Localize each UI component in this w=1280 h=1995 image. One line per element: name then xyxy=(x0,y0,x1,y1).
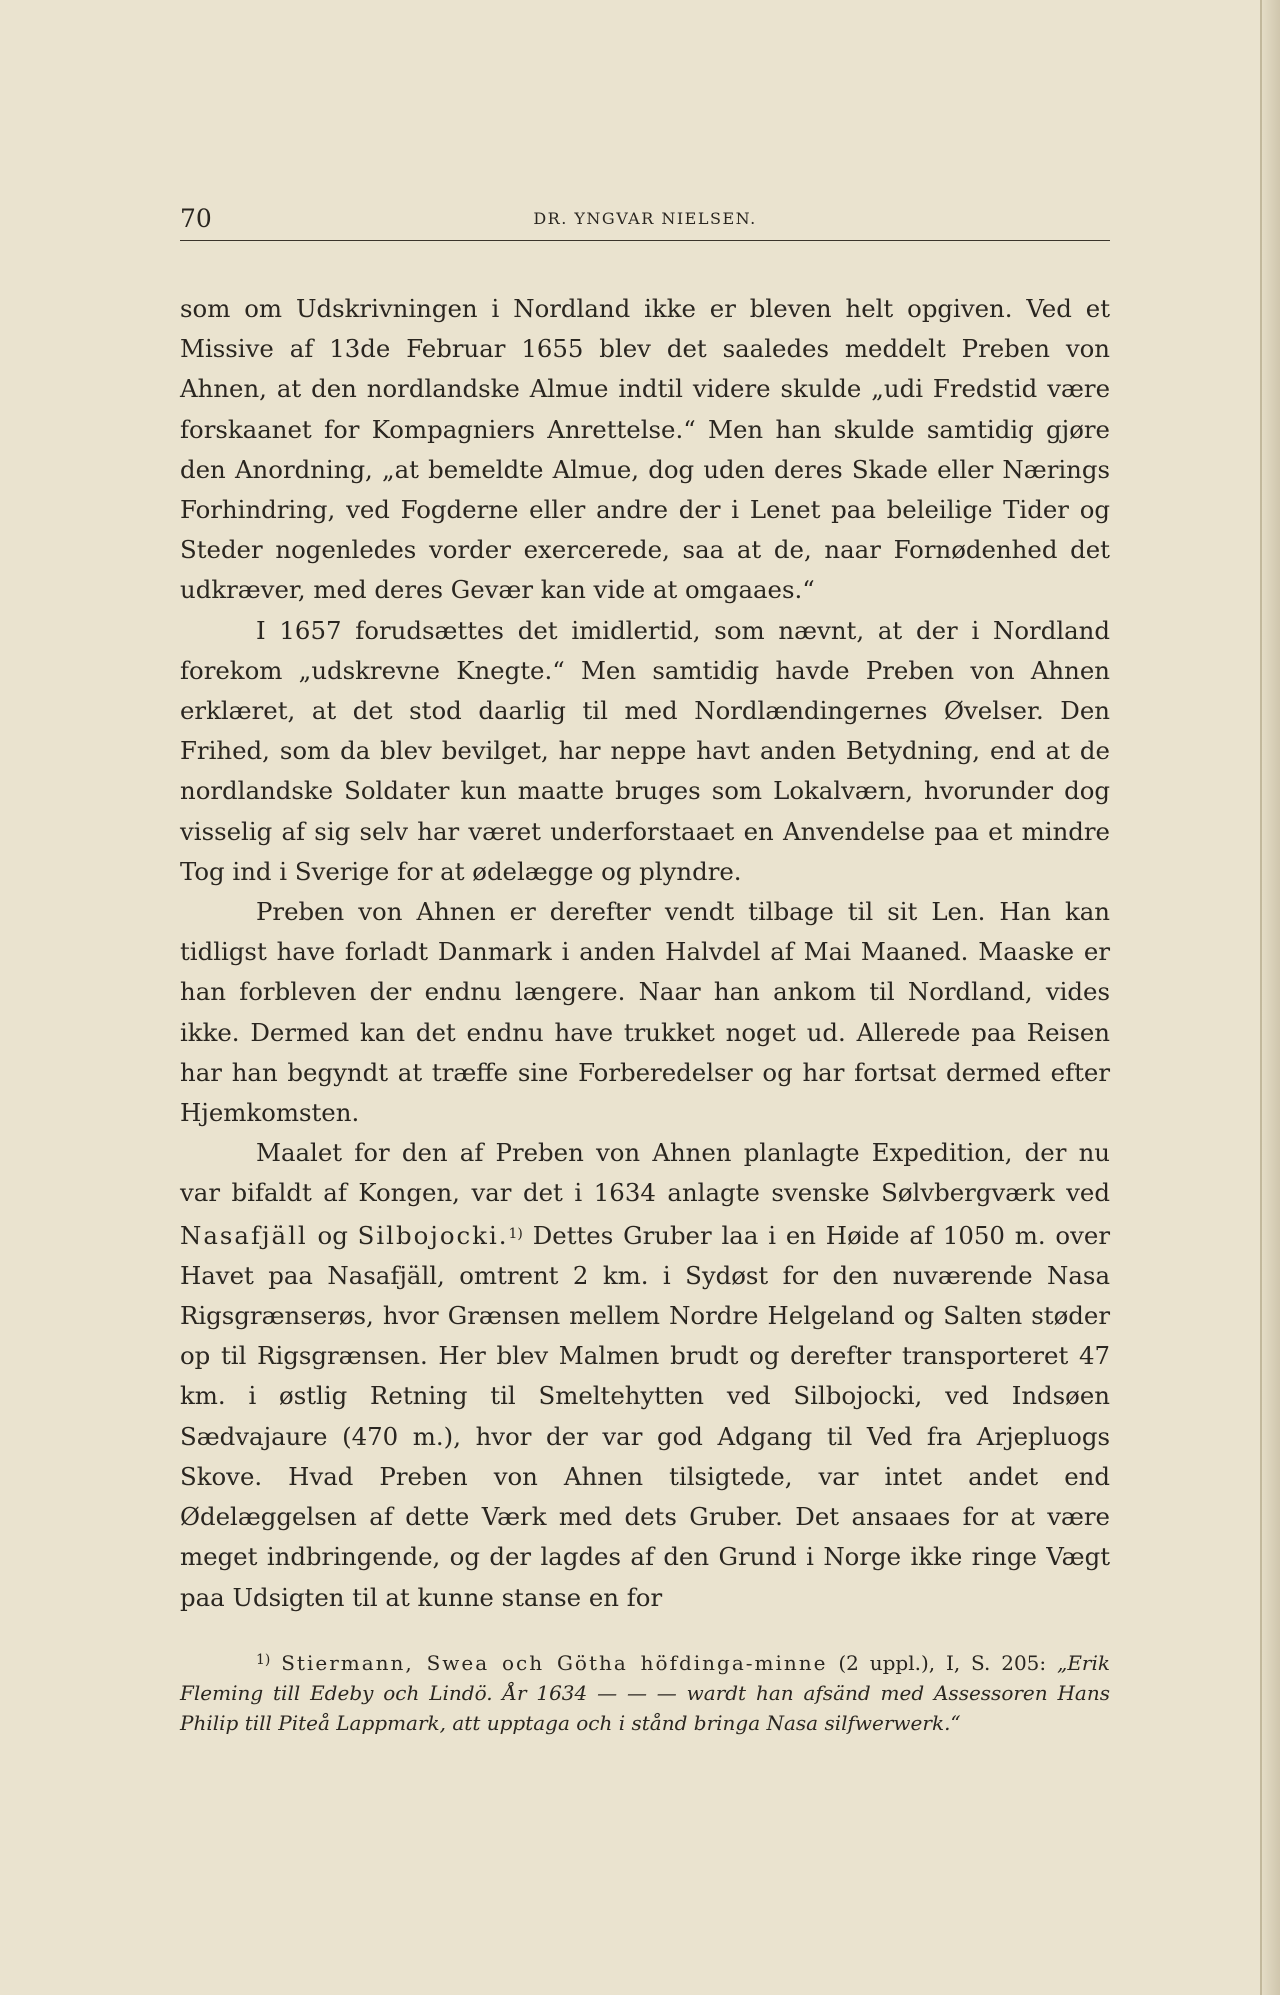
page-number: 70 xyxy=(180,204,212,233)
page-header xyxy=(180,200,1110,241)
body-text xyxy=(180,289,1110,1618)
paragraph-4-rest: Dettes Gruber laa i en Høide af 1050 m. over Havet paa Nasafjäll, omtrent 2 km. i Sydøst for den nuværende Nasa Rigsgrænserøs, hvor Grænsen mellem Nordre Helgeland og Salten støder op til Rigsgrænsen. Her blev Malmen brudt og derefter transporteret 47 km. i østlig Retning til Smeltehytten ved Silbojocki, ved Indsøen Sædvajaure (470 m.), hvor der var god Adgang til Ved fra Arjepluogs Skove. Hvad Preben von Ahnen tilsigtede, var intet andet end Ødelæggelsen af dette Værk med dets Gruber. Det ansaaes for at være meget indbringende, og der lagdes af den Grund i Norge ikke ringe Vægt paa Udsigten til at kunne stanse en for xyxy=(180,1220,1110,1612)
footnote-author: Stiermann, Swea och Götha höfdinga-minne xyxy=(281,1651,828,1675)
footnote-quote: „Erik Fleming till Edeby och Lindö. År 1634 — — — wardt han afsänd med Assessoren Hans Philip till Piteå Lappmark, att upptaga och i stånd bringa Nasa silfwerwerk.“ xyxy=(180,1651,1111,1735)
place-name-silbojocki: Silbojocki. xyxy=(357,1220,509,1250)
paragraph-1: som om Udskrivningen i Nordland ikke er bleven helt opgiven. Ved et Missive af 13de Februar 1655 blev det saaledes meddelt Preben von Ahnen, at den nordlandske Almue indtil videre skulde „udi Fredstid være forskaanet for Kompagniers Anrettelse.“ Men han skulde samtidig gjøre den Anordning, „at bemeldte Almue, dog uden deres Skade eller Nærings Forhindring, ved Fogderne eller andre der i Lenet paa beleilige Tider og Steder nogenledes vorder exercerede, saa at de, naar Fornødenhed det udkræver, med deres Gevær kan vide at omgaaes.“ xyxy=(180,294,1110,605)
footnote-1 xyxy=(180,1645,1110,1738)
paragraph-4-conjunction: og xyxy=(307,1220,358,1250)
footnote-marker: 1) xyxy=(256,1652,271,1668)
paragraph-4-intro: Maalet for den af Preben von Ahnen planlagte Expedition, der nu var bifaldt af Kongen, var det i 1634 anlagte svenske Sølvbergværk ved xyxy=(180,1138,1110,1208)
paragraph-2: I 1657 forudsættes det imidlertid, som nævnt, at der i Nordland forekom „udskrevne Knegte.“ Men samtidig havde Preben von Ahnen erklæret, at det stod daarlig til med Nordlændingernes Øvelser. Den Frihed, som da blev bevilget, har neppe havt anden Betydning, end at de nordlandske Soldater kun maatte bruges som Lokalværn, hvorunder dog visselig af sig selv har været underforstaaet en Anvendelse paa et mindre Tog ind i Sverige for at ødelægge og plyndre. xyxy=(180,615,1110,886)
place-name-nasafjall: Nasafjäll xyxy=(180,1220,308,1250)
running-head: DR. YNGVAR NIELSEN. xyxy=(533,209,757,228)
paragraph-3: Preben von Ahnen er derefter vendt tilbage til sit Len. Han kan tidligst have forladt Danmark i anden Halvdel af Mai Maaned. Maaske er han forbleven der endnu længere. Naar han ankom til Nordland, vides ikke. Dermed kan det endnu have trukket noget ud. Allerede paa Reisen har han begyndt at træffe sine Forberedelser og har fortsat dermed efter Hjemkomsten. xyxy=(180,897,1110,1128)
footnote-citation: (2 uppl.), I, S. 205: xyxy=(827,1651,1057,1675)
footnotes xyxy=(180,1645,1110,1738)
paragraph-4 xyxy=(180,1133,1110,1617)
page-edge xyxy=(1260,0,1280,1995)
footnote-reference: 1) xyxy=(508,1225,523,1242)
